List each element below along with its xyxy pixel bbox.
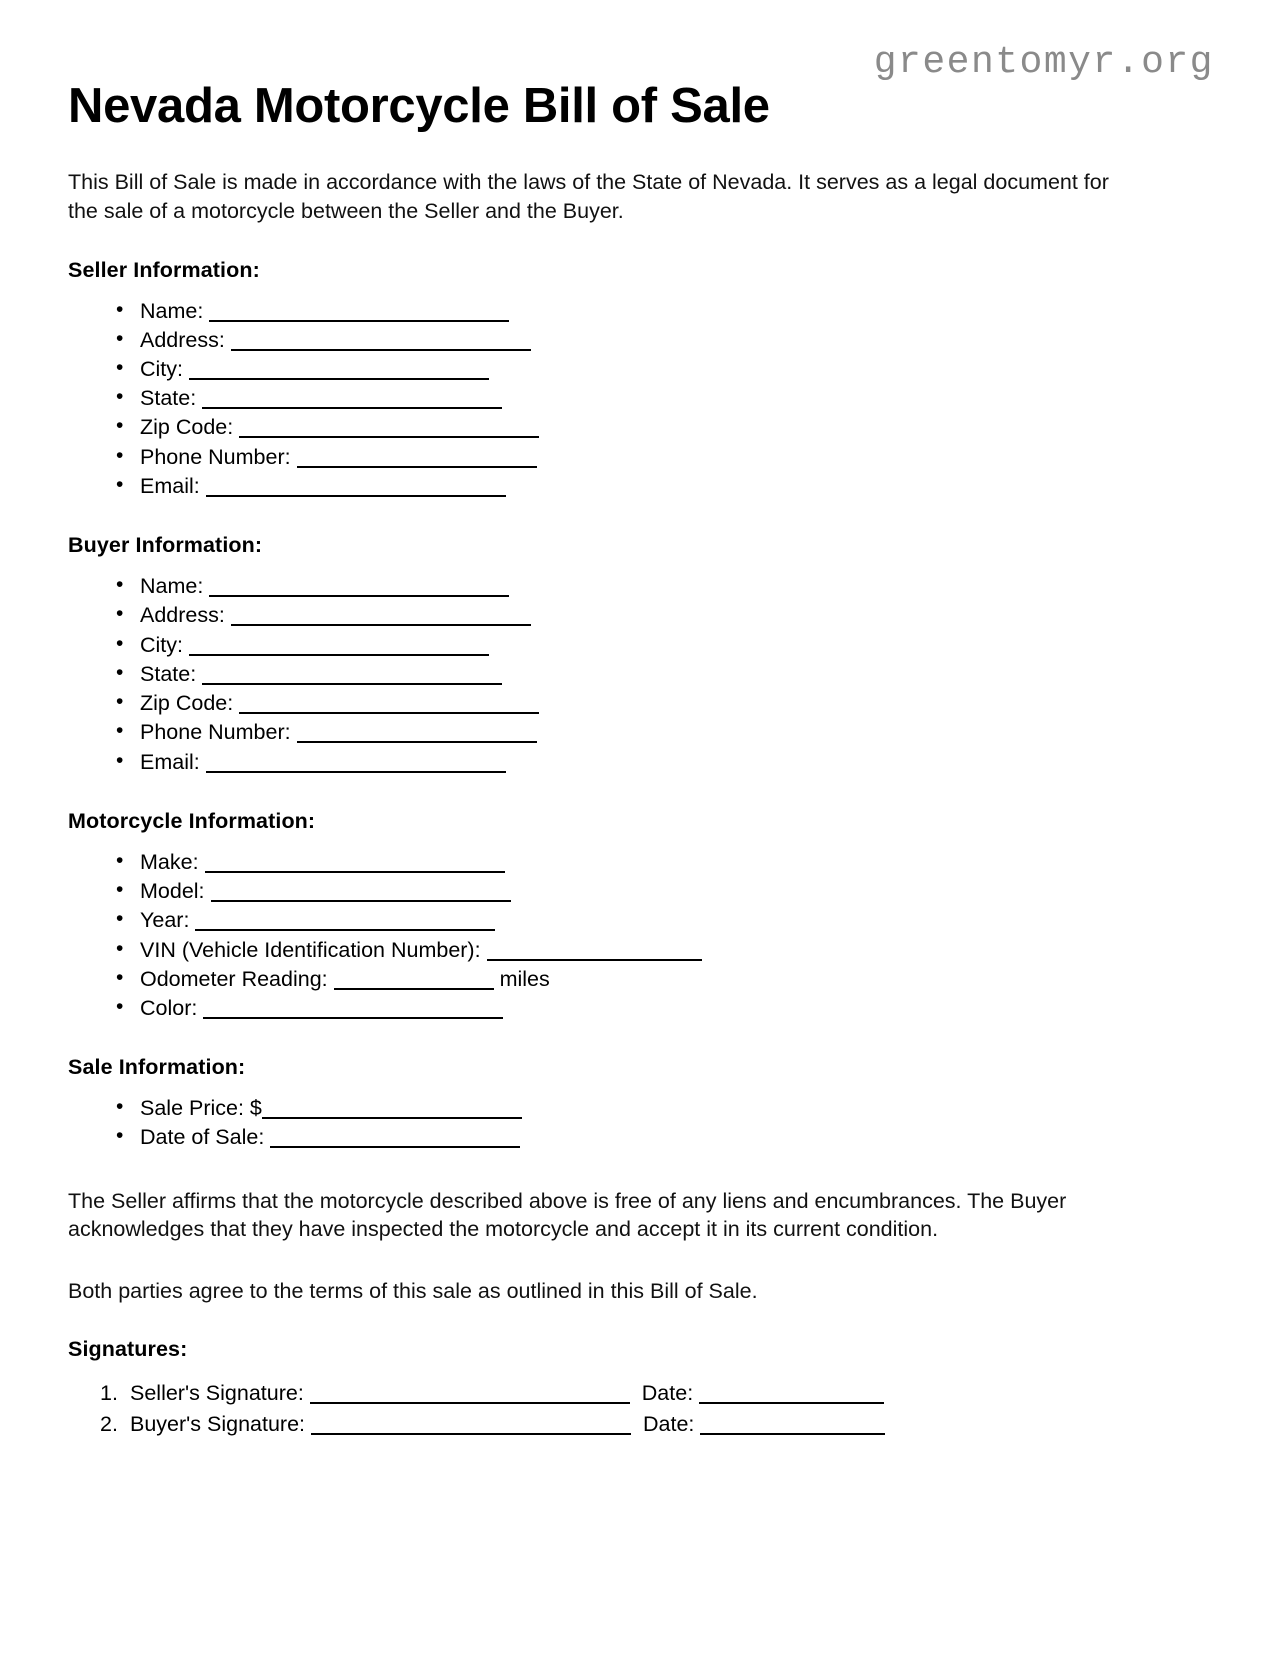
field-label: Zip Code: — [140, 415, 240, 440]
seller-field-list — [68, 297, 1214, 502]
site-watermark: greentomyr.org — [873, 41, 1214, 84]
section-heading-buyer: Buyer Information: — [68, 533, 263, 558]
field-blank-rule[interactable] — [206, 495, 506, 497]
field-blank-rule[interactable] — [206, 771, 506, 773]
field-label: Address: — [140, 603, 231, 628]
signature-label: Seller's Signature: — [130, 1381, 310, 1406]
signature-list — [68, 1378, 1214, 1439]
field-label: City: — [140, 357, 189, 381]
field-label: VIN (Vehicle Identification Number): — [140, 937, 487, 962]
field-blank-rule[interactable] — [334, 988, 494, 990]
signature-row — [130, 1378, 1214, 1409]
field-row — [140, 994, 1214, 1023]
agreement-paragraph: Both parties agree to the terms of this sale as outlined in this Bill of Sale. — [68, 1278, 758, 1303]
buyer-field-list — [68, 572, 1214, 777]
field-label: Email: — [140, 473, 206, 498]
field-row — [140, 877, 1214, 906]
field-blank-rule[interactable] — [189, 654, 489, 656]
field-label: Sale Price: $ — [140, 1096, 262, 1121]
field-blank-rule[interactable] — [239, 436, 539, 438]
field-label: Phone Number: — [140, 444, 297, 469]
field-blank-rule[interactable] — [205, 871, 505, 873]
field-blank-rule[interactable] — [487, 959, 702, 961]
signature-date-blank-rule[interactable] — [700, 1433, 885, 1435]
field-row — [140, 631, 1214, 660]
field-blank-rule[interactable] — [202, 683, 502, 685]
field-label: Phone Number: — [140, 720, 297, 745]
field-row — [140, 413, 1214, 442]
field-row — [140, 848, 1214, 877]
signature-date-label: Date: — [641, 1381, 700, 1406]
field-label: Zip Code: — [140, 691, 240, 716]
intro-paragraph: This Bill of Sale is made in accordance with the laws of the State of Nevada. It serves as a legal document for the sale of a motorcycle between the Seller and the Buyer. — [68, 170, 1109, 223]
field-row — [140, 1123, 1214, 1152]
signature-blank-rule[interactable] — [311, 1433, 631, 1435]
field-label: Make: — [140, 849, 205, 874]
field-blank-rule[interactable] — [202, 407, 502, 409]
field-label: City: — [140, 632, 189, 657]
field-label: Address: — [140, 327, 231, 352]
signature-label: Buyer's Signature: — [130, 1411, 311, 1436]
signature-blank-rule[interactable] — [310, 1402, 630, 1404]
field-row — [140, 906, 1214, 935]
field-blank-rule[interactable] — [211, 900, 511, 902]
field-blank-rule[interactable] — [231, 349, 531, 351]
field-row — [140, 748, 1214, 777]
field-blank-rule[interactable] — [231, 624, 531, 626]
section-heading-signatures: Signatures: — [68, 1337, 188, 1362]
field-row — [140, 718, 1214, 747]
sale-field-list — [68, 1094, 1214, 1152]
field-label: Color: — [140, 995, 204, 1020]
field-label: Name: — [140, 574, 210, 599]
field-row — [140, 660, 1214, 689]
field-blank-rule[interactable] — [239, 712, 539, 714]
field-label: Date of Sale: — [140, 1125, 271, 1150]
section-heading-sale: Sale Information: — [68, 1055, 246, 1080]
affirmation-paragraph: The Seller affirms that the motorcycle described above is free of any liens and encumbrances. The Buyer acknowledges that they have inspected the motorcycle and accept it in its current condition. — [68, 1188, 1067, 1242]
field-blank-rule[interactable] — [262, 1117, 522, 1119]
signature-date-label: Date: — [642, 1411, 701, 1436]
field-label: State: — [140, 661, 203, 686]
section-heading-motorcycle: Motorcycle Information: — [68, 808, 316, 833]
field-blank-rule[interactable] — [203, 1017, 503, 1019]
field-row — [140, 601, 1214, 630]
signature-date-blank-rule[interactable] — [699, 1402, 884, 1404]
field-blank-rule[interactable] — [195, 929, 495, 931]
field-row — [140, 384, 1214, 413]
field-row — [140, 936, 1214, 965]
field-row — [140, 326, 1214, 355]
field-row — [140, 572, 1214, 601]
field-suffix: miles — [493, 966, 550, 991]
field-row — [140, 443, 1214, 472]
field-row — [140, 355, 1214, 384]
field-row — [140, 472, 1214, 501]
field-blank-rule[interactable] — [209, 320, 509, 322]
field-label: Name: — [140, 298, 210, 323]
field-blank-rule[interactable] — [270, 1146, 520, 1148]
field-label: State: — [140, 386, 203, 411]
field-row — [140, 297, 1214, 326]
page-title: Nevada Motorcycle Bill of Sale — [68, 79, 770, 133]
signature-row — [130, 1409, 1214, 1440]
field-blank-rule[interactable] — [297, 741, 537, 743]
motorcycle-field-list — [68, 848, 1214, 1023]
field-label: Year: — [140, 908, 196, 933]
field-row — [140, 965, 1214, 994]
section-heading-seller: Seller Information: — [68, 257, 260, 282]
field-label: Odometer Reading: — [140, 966, 334, 991]
field-label: Email: — [140, 749, 206, 774]
field-blank-rule[interactable] — [297, 466, 537, 468]
field-row — [140, 1094, 1214, 1123]
field-label: Model: — [140, 879, 211, 904]
field-blank-rule[interactable] — [189, 378, 489, 380]
field-blank-rule[interactable] — [209, 595, 509, 597]
field-row — [140, 689, 1214, 718]
